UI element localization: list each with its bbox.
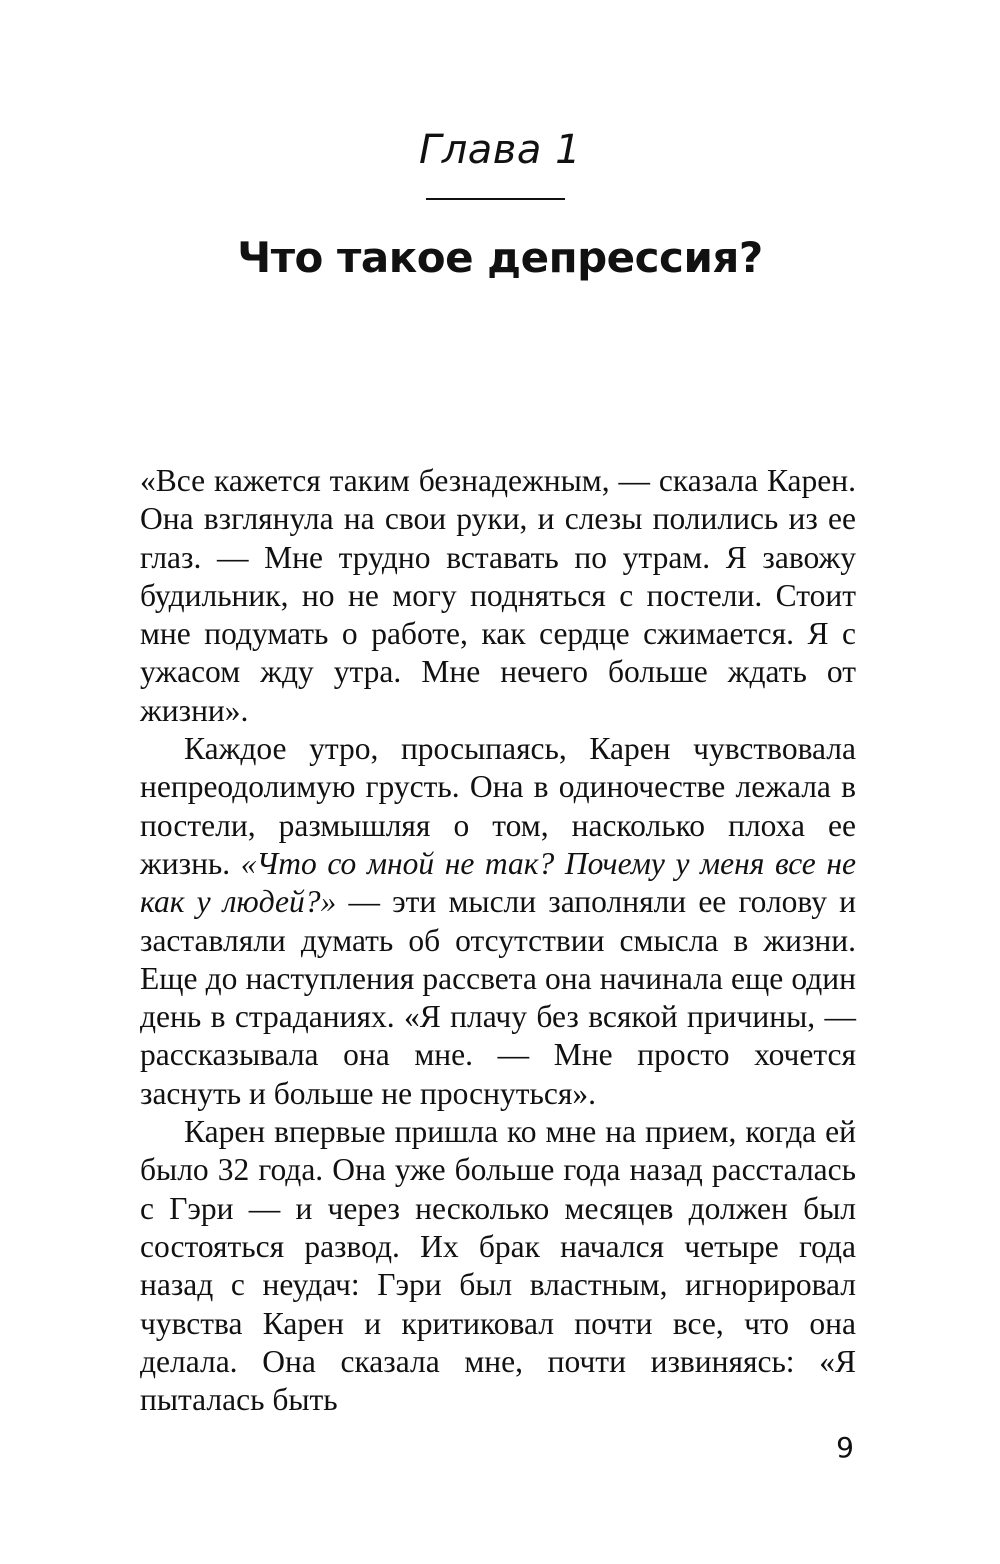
page-number: 9 bbox=[836, 1431, 854, 1464]
paragraph-2-end: — эти мысли заполняли ее голову и заставляли думать об отсутствии смысла в жизни. Еще до наступления рассвета она начинала еще один день в страданиях. «Я плачу без всякой причины, — рассказывала она мне. — Мне просто хочется заснуть и больше не проснуться». bbox=[140, 884, 856, 1111]
paragraph-2-start: Каждое утро, просыпаясь, Карен чувствовала непреодолимую грусть. Она в одиночестве лежала в постели, размышляя о том, насколько плоха ее жизнь. bbox=[140, 731, 856, 881]
chapter-divider bbox=[426, 198, 565, 200]
chapter-label: Глава 1 bbox=[418, 127, 582, 173]
paragraph-1: «Все кажется таким безнадежным, — сказала Карен. Она взглянула на свои руки, и слезы полились из ее глаз. — Мне трудно вставать по утрам. Я завожу будильник, но не могу подняться с постели. Стоит мне подумать о работе, как сердце сжимается. Я с ужасом жду утра. Мне нечего больше ждать от жизни». bbox=[140, 463, 856, 728]
paragraph-2 bbox=[140, 730, 856, 1113]
paragraph-2-italic-thought: «Что со мной не так? Почему у меня все не как у людей?» bbox=[140, 845, 856, 920]
chapter-title: Что такое депрессия? bbox=[237, 233, 763, 282]
body-text bbox=[140, 462, 856, 1419]
paragraph-3: Карен впервые пришла ко мне на прием, когда ей было 32 года. Она уже больше года назад рассталась с Гэри — и через несколько месяцев должен был состояться развод. Их брак начался четыре года назад с неудач: Гэри был властным, игнорировал чувства Карен и критиковал почти все, что она делала. Она сказала мне, почти извиняясь: «Я пыталась быть bbox=[140, 1114, 856, 1418]
